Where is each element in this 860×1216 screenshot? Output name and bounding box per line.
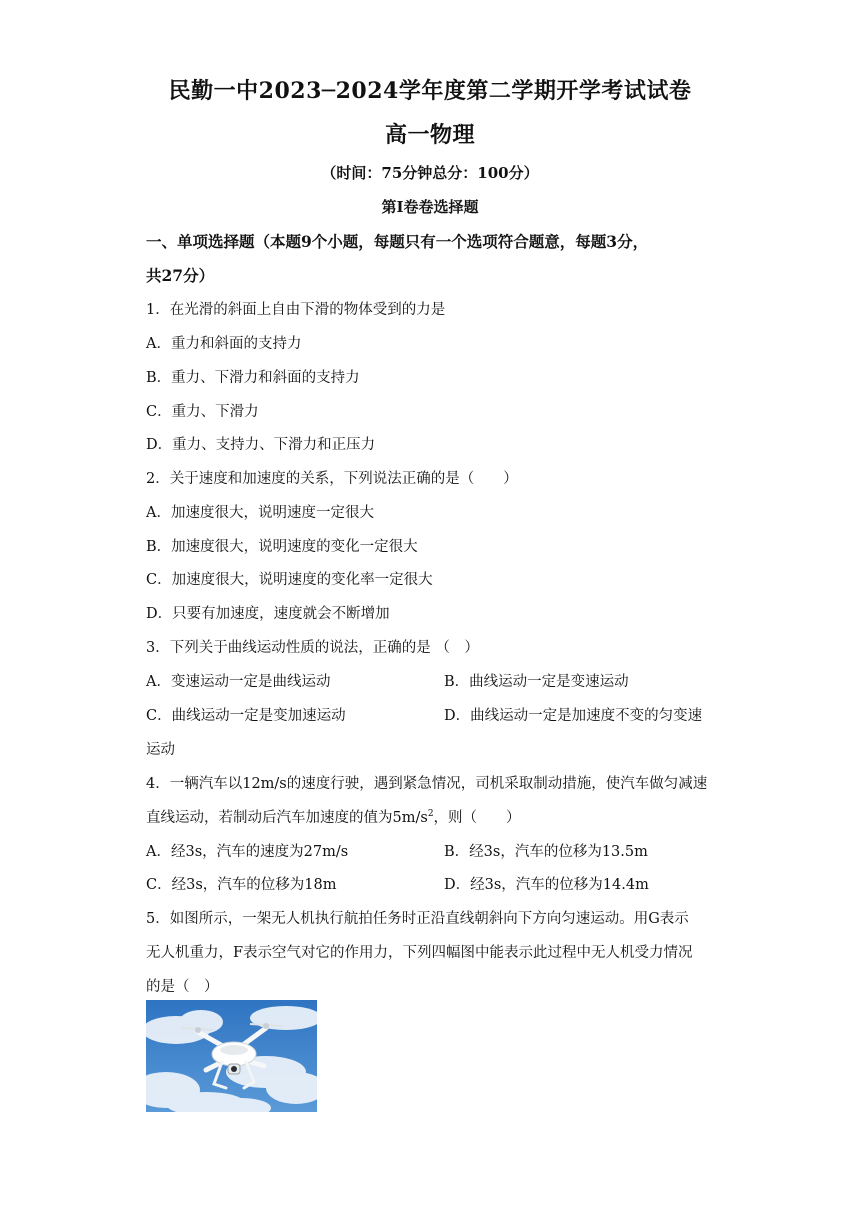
q3-option-d-cont: 运动 xyxy=(146,742,175,758)
q3-option-c[interactable]: C．曲线运动一定是变加速运动 xyxy=(146,708,346,724)
drone-photo-icon xyxy=(146,1000,317,1112)
section-heading-cont: 共27分） xyxy=(146,266,215,285)
q4-stem-line1: 4．一辆汽车以12m/s的速度行驶，遇到紧急情况，司机采取制动措施，使汽车做匀减速 xyxy=(146,776,708,792)
q3-option-a[interactable]: A．变速运动一定是曲线运动 xyxy=(146,674,331,690)
volume-heading: 第Ⅰ卷卷选择题 xyxy=(381,198,479,216)
q4-option-b[interactable]: B．经3s，汽车的位移为13.5m xyxy=(444,844,648,860)
exam-title: 民勤一中2023─2024学年度第二学期开学考试试卷 xyxy=(168,78,692,104)
q1-stem: 1．在光滑的斜面上自由下滑的物体受到的力是 xyxy=(146,302,446,318)
q2-option-a[interactable]: A．加速度很大，说明速度一定很大 xyxy=(146,505,374,521)
q4-stem-line2-post: ，则（ ） xyxy=(433,810,521,826)
q1-option-b[interactable]: B．重力、下滑力和斜面的支持力 xyxy=(146,370,360,386)
section-heading: 一、单项选择题（本题9个小题，每题只有一个选项符合题意，每题3分， xyxy=(146,232,649,251)
q1-option-c[interactable]: C．重力、下滑力 xyxy=(146,404,259,420)
subject-title: 高一物理 xyxy=(384,122,475,148)
q3-option-d[interactable]: D．曲线运动一定是加速度不变的匀变速 xyxy=(444,708,703,724)
q3-stem: 3．下列关于曲线运动性质的说法，正确的是 （ ） xyxy=(146,640,479,656)
q2-stem: 2．关于速度和加速度的关系，下列说法正确的是（ ） xyxy=(146,471,518,487)
q1-option-d[interactable]: D．重力、支持力、下滑力和正压力 xyxy=(146,437,376,453)
q2-option-b[interactable]: B．加速度很大，说明速度的变化一定很大 xyxy=(146,539,418,555)
q4-option-a[interactable]: A．经3s，汽车的速度为27m/s xyxy=(146,844,349,860)
q4-option-c[interactable]: C．经3s，汽车的位移为18m xyxy=(146,877,337,893)
q1-option-a[interactable]: A．重力和斜面的支持力 xyxy=(146,336,302,352)
q5-stem-line2: 无人机重力，F表示空气对它的作用力，下列四幅图中能表示此过程中无人机受力情况 xyxy=(146,945,693,961)
q4-stem-line2 xyxy=(146,806,521,827)
q2-option-c[interactable]: C．加速度很大，说明速度的变化率一定很大 xyxy=(146,572,433,588)
drone-photo xyxy=(146,1000,317,1112)
q2-option-d[interactable]: D．只要有加速度，速度就会不断增加 xyxy=(146,606,390,622)
q4-stem-line2-pre: 直线运动，若制动后汽车加速度的值为5m/s xyxy=(146,810,428,826)
q3-option-b[interactable]: B．曲线运动一定是变速运动 xyxy=(444,674,629,690)
time-info: （时间：75分钟总分：100分） xyxy=(321,164,539,182)
q5-stem-line1: 5．如图所示，一架无人机执行航拍任务时正沿直线朝斜向下方向匀速运动。用G表示 xyxy=(146,911,689,927)
q4-exponent: 2 xyxy=(427,809,434,820)
q4-option-d[interactable]: D．经3s，汽车的位移为14.4m xyxy=(444,877,649,893)
q5-stem-line3: 的是（ ） xyxy=(146,979,219,995)
